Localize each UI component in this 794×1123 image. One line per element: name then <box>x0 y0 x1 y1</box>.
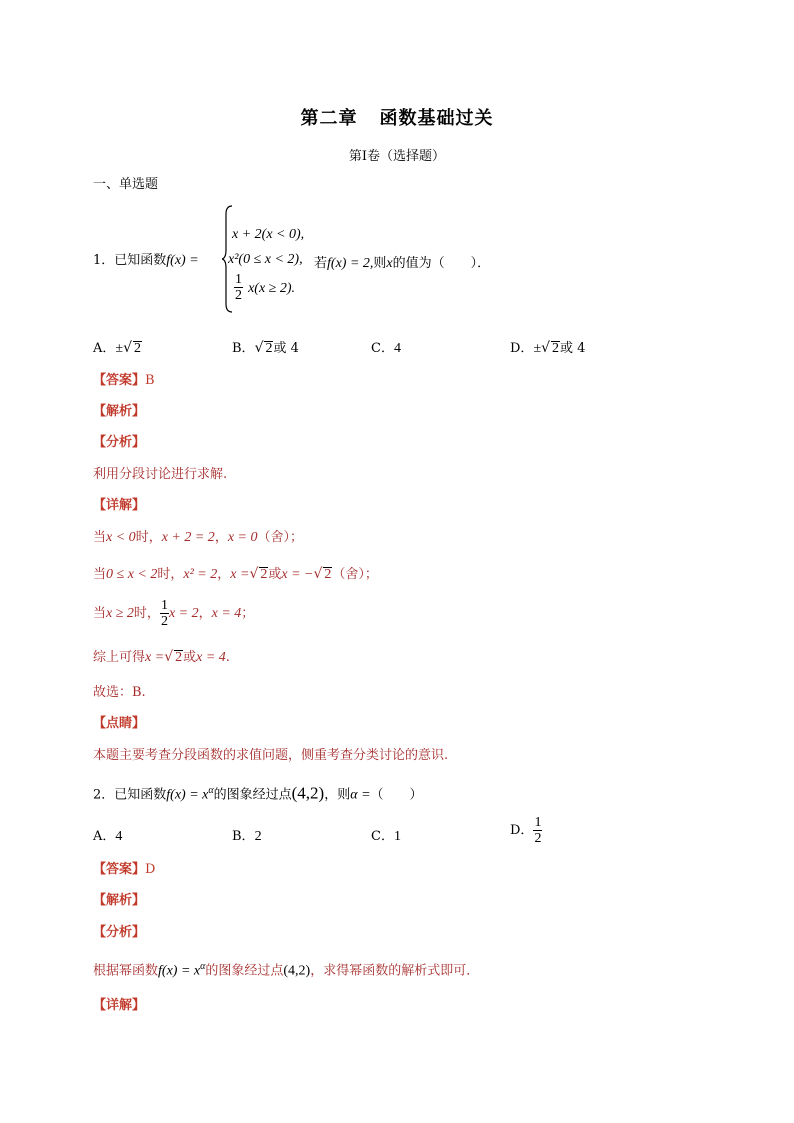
q2-option-a[interactable]: A．4 <box>93 829 123 844</box>
q2-answer: 【答案】D <box>93 862 156 877</box>
q1-analysis-tag: 【解析】 <box>93 404 146 419</box>
q2-fenxi-text: 根据幂函数$f(x) = x^\alpha$的图象经过点(4,2)，求得幂函数的解析式即可． <box>93 961 480 979</box>
q2-stem: 2．已知函数$f(x) = x^\alpha$的图象经过点(4,2)，则α =（ ） <box>93 783 423 803</box>
page-subtitle: 第I卷（选择题） <box>348 149 446 164</box>
q2-option-b[interactable]: B．2 <box>232 829 262 844</box>
q1-option-c[interactable]: C．4 <box>371 341 401 356</box>
q1-detail-tag: 【详解】 <box>93 498 146 513</box>
q1-dianjing-tag: 【点睛】 <box>93 716 146 731</box>
q1-detail-line-3: 当x ≥ 2时， $\frac{1}{2}$ x = 2，x = 4； <box>93 598 255 629</box>
q2-detail-tag: 【详解】 <box>93 998 146 1013</box>
q1-answer: 【答案】B <box>93 373 155 388</box>
q1-stem-start: 1．已知函数f(x) = <box>93 253 199 268</box>
q1-detail-line-1: 当x < 0时，x + 2 = 2，x = 0（舍）； <box>93 530 304 545</box>
q2-fenxi-tag: 【分析】 <box>93 925 146 940</box>
q1-stem-condition: 若f(x) = 2,则x的值为（ ）． <box>314 256 491 271</box>
q1-piece-1: x + 2(x < 0), <box>232 227 305 242</box>
q1-piece-3: $\frac{1}{2}$ x(x ≥ 2). <box>235 272 296 303</box>
q1-choose: 故选：B. <box>93 685 146 700</box>
q1-option-d[interactable]: D．±√ 2或 4 <box>510 340 586 356</box>
q1-detail-line-4: 综上可得x =√ 2或x = 4. <box>93 649 230 665</box>
q1-fenxi-text: 利用分段讨论进行求解. <box>93 467 228 482</box>
q1-detail-line-2: 当0 ≤ x < 2时，x² = 2，x =√ 2或x = −√ 2（舍）； <box>93 566 378 582</box>
q1-option-b[interactable]: B．√ 2或 4 <box>232 340 299 356</box>
q2-option-c[interactable]: C．1 <box>371 829 401 844</box>
q1-piece-2: x²(0 ≤ x < 2), <box>228 252 303 267</box>
q1-fenxi-tag: 【分析】 <box>93 435 146 450</box>
q1-option-a[interactable]: A．±√ 2 <box>93 340 141 356</box>
q2-analysis-tag: 【解析】 <box>93 893 146 908</box>
section-heading: 一、单选题 <box>93 177 159 192</box>
q1-dianjing-text: 本题主要考查分段函数的求值问题，侧重考查分类讨论的意识. <box>93 748 449 763</box>
q2-option-d[interactable]: D． $\frac{1}{2}$ <box>510 815 542 846</box>
page-title: 第二章 函数基础过关 <box>300 108 494 129</box>
